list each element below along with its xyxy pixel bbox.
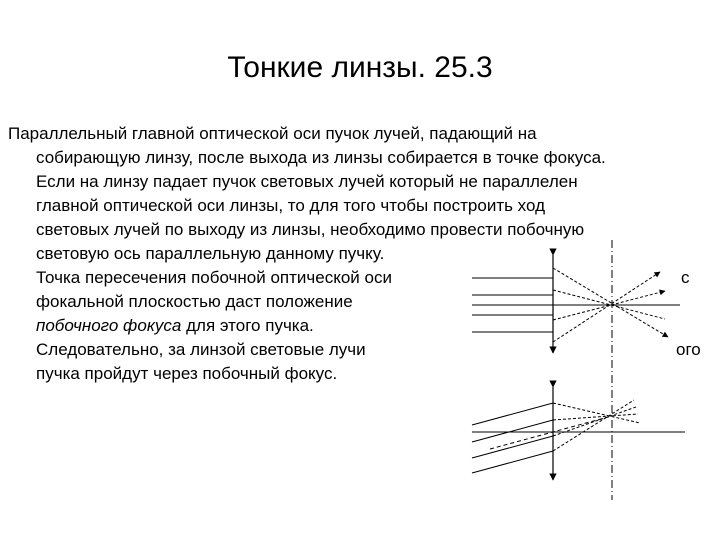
italic-term: побочного фокуса: [36, 316, 182, 335]
text-line-2: собирающую линзу, после выхода из линзы собирается в точке фокуса.: [36, 148, 606, 167]
ray-out-4: [553, 272, 660, 342]
text-line-8: фокальной плоскостью даст положение: [36, 292, 353, 311]
text-line-11: пучка пройдут через побочный фокус.: [36, 364, 338, 383]
oblique-out-4: [553, 400, 634, 451]
text-line-10: Следовательно, за линзой световые лучи: [36, 340, 366, 359]
text-line-6: световую ось параллельную данному пучку.: [36, 244, 385, 263]
oblique-out-2: [553, 414, 638, 420]
text-fragment-ogo: ого: [676, 340, 701, 359]
text-line-9-rest: для этого пучка.: [186, 316, 314, 335]
text-line-5: световых лучей по выходу из линзы, необходимо провести побочную: [36, 220, 585, 239]
oblique-out-1: [553, 403, 640, 423]
text-line-7: Точка пересечения побочной оптической оси: [36, 268, 392, 287]
slide-title: Тонкие линзы. 25.3: [227, 51, 493, 84]
oblique-ray-1: [472, 403, 553, 425]
text-fragment-s: с: [681, 268, 690, 287]
oblique-ray-2: [472, 420, 553, 442]
text-line-4: главной оптической оси линзы, то для того чтобы построить ход: [36, 196, 545, 215]
text-line-1: Параллельный главной оптической оси пучок лучей, падающий на: [8, 124, 537, 143]
diagram-oblique-beam: [472, 387, 685, 480]
text-line-3: Если на линзу падает пучок световых лучей который не параллелен: [36, 172, 578, 191]
diagram-parallel-beam: [472, 255, 680, 353]
